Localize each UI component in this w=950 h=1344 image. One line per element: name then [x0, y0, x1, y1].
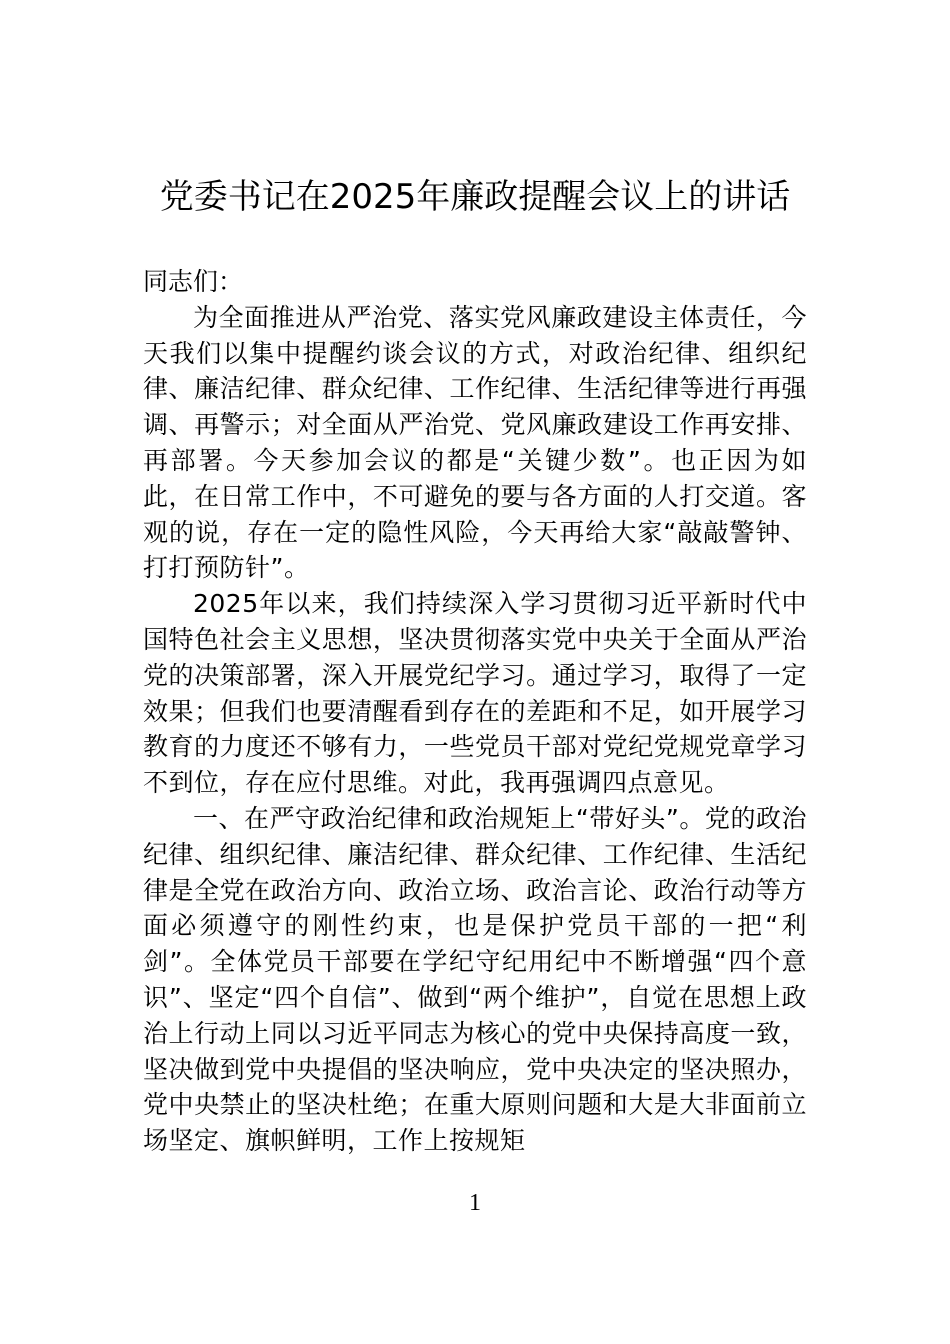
document-title: 党委书记在2025年廉政提醒会议上的讲话: [159, 177, 791, 217]
salutation: 同志们：: [143, 267, 244, 296]
paragraph-point-one: 一、在严守政治纪律和政治规矩上“带好头”。党的政治纪律、组织纪律、廉洁纪律、群众纪律、工作纪律、生活纪律是全党在政治方向、政治立场、政治言论、政治行动等方面必须遵守的刚性约束，也是保护党员干部的一把“利剑”。全体党员干部要在学纪守纪用纪中不断增强“四个意识”、坚定“四个自信”、做到“两个维护”，自觉在思想上政治上行动上同以习近平同志为核心的党中央保持高度一致，坚决做到党中央提倡的坚决响应，党中央决定的坚决照办，党中央禁止的坚决杜绝；在重大原则问题和大是大非面前立场坚定、旗帜鲜明，工作上按规矩: [143, 803, 807, 1156]
document-body: [143, 264, 807, 1159]
page-number: 1: [469, 1190, 481, 1216]
paragraph-progress: 2025年以来，我们持续深入学习贯彻习近平新时代中国特色社会主义思想，坚决贯彻落实党中央关于全面从严治党的决策部署，深入开展党纪学习。通过学习，取得了一定效果；但我们也要清醒看到存在的差距和不足，如开展学习教育的力度还不够有力，一些党员干部对党纪党规党章学习不到位，存在应付思维。对此，我再强调四点意见。: [143, 589, 807, 798]
paragraph-intro: 为全面推进从严治党、落实党风廉政建设主体责任，今天我们以集中提醒约谈会议的方式，对政治纪律、组织纪律、廉洁纪律、群众纪律、工作纪律、生活纪律等进行再强调、再警示；对全面从严治党、党风廉政建设工作再安排、再部署。今天参加会议的都是“关键少数”。也正因为如此，在日常工作中，不可避免的要与各方面的人打交道。客观的说，存在一定的隐性风险，今天再给大家“敲敲警钟、打打预防针”。: [143, 302, 807, 583]
